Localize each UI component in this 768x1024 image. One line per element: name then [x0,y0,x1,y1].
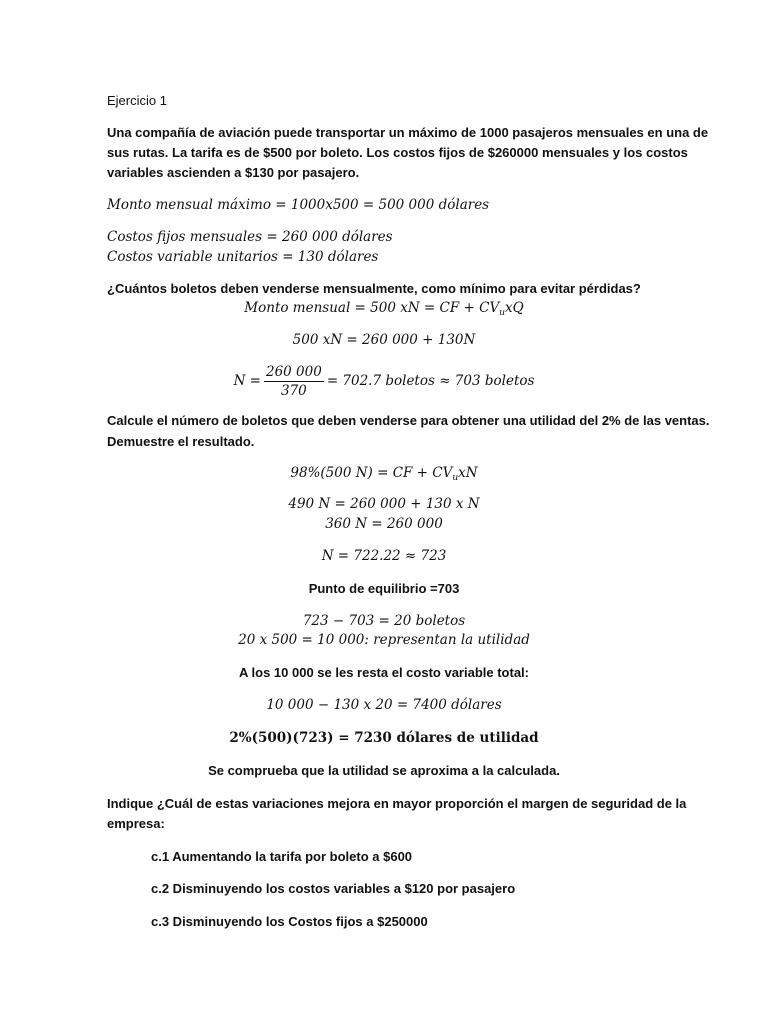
question-break-even: ¿Cuántos boletos deben venderse mensualmente, como mínimo para evitar pérdidas? [107,281,641,296]
equation-part: 98%(500 N) = CF + CV [290,465,453,481]
question-safety-margin-line-2: empresa: [107,816,165,831]
equation-part: = 702.7 boletos ≈ 703 boletos [326,373,535,389]
question-safety-margin-line-1: Indique ¿Cuál de estas variaciones mejora en mayor proporción el margen de seguridad de la [107,796,687,811]
intro-line-3: variables ascienden a $130 por pasajero. [107,165,360,180]
break-even-point: Punto de equilibrio =703 [308,581,460,596]
fraction [264,363,324,400]
equation-costos-fijos: Costos fijos mensuales = 260 000 dólares [107,229,393,245]
intro-line-2: sus rutas. La tarifa es de $500 por boleto. Los costos fijos de $260000 mensuales y los costos [107,145,688,160]
verification-text: Se comprueba que la utilidad se aproxima a la calculada. [208,763,560,778]
exercise-title: Ejercicio 1 [107,93,167,108]
equation-98-percent [0,463,768,483]
equation-costos-variables: Costos variable unitarios = 130 dólares [107,249,379,265]
equation-20x500: 20 x 500 = 10 000: representan la utilidad [238,632,530,648]
equation-n-fraction [0,362,768,400]
equation-n-722: N = 722.22 ≈ 723 [321,548,447,564]
option-c3: c.3 Disminuyendo los Costos fijos a $250000 [151,914,428,929]
fraction-numerator: 260 000 [265,364,322,380]
option-c2: c.2 Disminuyendo los costos variables a $120 por pasajero [151,881,516,896]
fraction-denominator: 370 [281,383,307,399]
equation-subscript: u [452,473,459,483]
equation-monto-maximo: Monto mensual máximo = 1000x500 = 500 000 dólares [107,197,490,213]
equation-490n: 490 N = 260 000 + 130 x N [288,496,480,512]
equation-2-percent: 2%(500)(723) = 7230 dólares de utilidad [229,730,539,746]
equation-part: Monto mensual = 500 xN = CF + CV [244,300,500,316]
equation-500xn: 500 xN = 260 000 + 130N [292,332,476,348]
equation-part: N = [233,373,261,389]
equation-10000: 10 000 − 130 x 20 = 7400 dólares [266,697,502,713]
equation-360n: 360 N = 260 000 [325,516,443,532]
equation-subscript: u [499,308,505,318]
option-c1: c.1 Aumentando la tarifa por boleto a $600 [151,849,413,864]
equation-part: xN [458,465,478,481]
equation-723-703: 723 − 703 = 20 boletos [302,613,466,629]
question-utility-line-1: Calcule el número de boletos que deben venderse para obtener una utilidad del 2% de las ventas. [107,413,710,428]
subtract-variable-cost-text: A los 10 000 se les resta el costo variable total: [239,665,529,680]
equation-monto-mensual [0,298,768,318]
intro-line-1: Una compañía de aviación puede transportar un máximo de 1000 pasajeros mensuales en una de [107,125,709,140]
question-utility-line-2: Demuestre el resultado. [107,434,255,449]
equation-part: xQ [505,300,524,316]
